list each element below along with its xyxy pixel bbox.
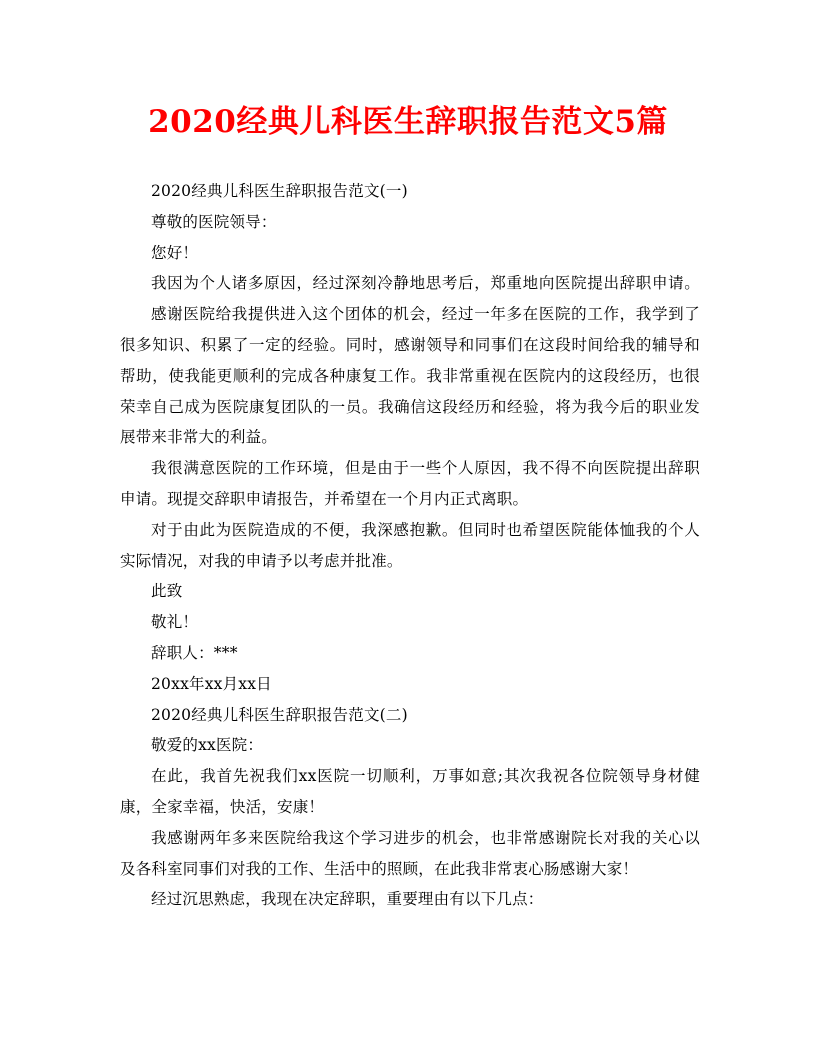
text-line: 敬礼！ bbox=[151, 613, 199, 632]
text-line: 感谢医院给我提供进入这个团体的机会，经过一年多在医院的工作，我学到了 bbox=[151, 305, 700, 324]
document-body bbox=[120, 176, 700, 915]
text-line: 我感谢两年多来医院给我这个学习进步的机会，也非常感谢院长对我的关心以 bbox=[151, 828, 700, 847]
text-line: 2020经典儿科医生辞职报告范文(一) bbox=[151, 182, 408, 200]
text-line: 我很满意医院的工作环境，但是由于一些个人原因，我不得不向医院提出辞职 bbox=[151, 459, 700, 478]
text-line: 申请。现提交辞职申请报告，并希望在一个月内正式离职。 bbox=[120, 489, 529, 508]
text-line: 经过沉思熟虑，我现在决定辞职，重要理由有以下几点： bbox=[151, 890, 544, 909]
text-line: 康，全家幸福，快活，安康！ bbox=[120, 797, 325, 816]
text-line: 20xx年xx月xx日 bbox=[151, 674, 272, 693]
text-line: 对于由此为医院造成的不便，我深感抱歉。但同时也希望医院能体恤我的个人 bbox=[151, 520, 700, 539]
text-line: 在此，我首先祝我们xx医院一切顺利，万事如意;其次我祝各位院领导身材健 bbox=[151, 767, 700, 786]
text-line: 辞职人：*** bbox=[151, 643, 238, 662]
text-line: 很多知识、积累了一定的经验。同时，感谢领导和同事们在这段时间给我的辅导和 bbox=[120, 335, 700, 354]
text-line: 实际情况，对我的申请予以考虑并批准。 bbox=[120, 551, 403, 570]
text-line: 我因为个人诸多原因，经过深刻冷静地思考后，郑重地向医院提出辞职申请。 bbox=[151, 274, 700, 293]
document-title: 2020经典儿科医生辞职报告范文5篇 bbox=[148, 104, 668, 140]
text-line: 尊敬的医院领导： bbox=[151, 212, 277, 231]
text-line: 此致 bbox=[151, 582, 183, 601]
text-line: 荣幸自己成为医院康复团队的一员。我确信这段经历和经验，将为我今后的职业发 bbox=[120, 397, 700, 416]
text-line: 敬爱的xx医院： bbox=[151, 736, 264, 755]
text-line: 2020经典儿科医生辞职报告范文(二) bbox=[151, 705, 408, 724]
text-line: 及各科室同事们对我的工作、生活中的照顾，在此我非常衷心肠感谢大家！ bbox=[120, 859, 639, 878]
text-line: 帮助，使我能更顺利的完成各种康复工作。我非常重视在医院内的这段经历，也很 bbox=[120, 366, 700, 385]
text-line: 展带来非常大的利益。 bbox=[120, 428, 278, 447]
text-line: 您好！ bbox=[151, 243, 199, 262]
